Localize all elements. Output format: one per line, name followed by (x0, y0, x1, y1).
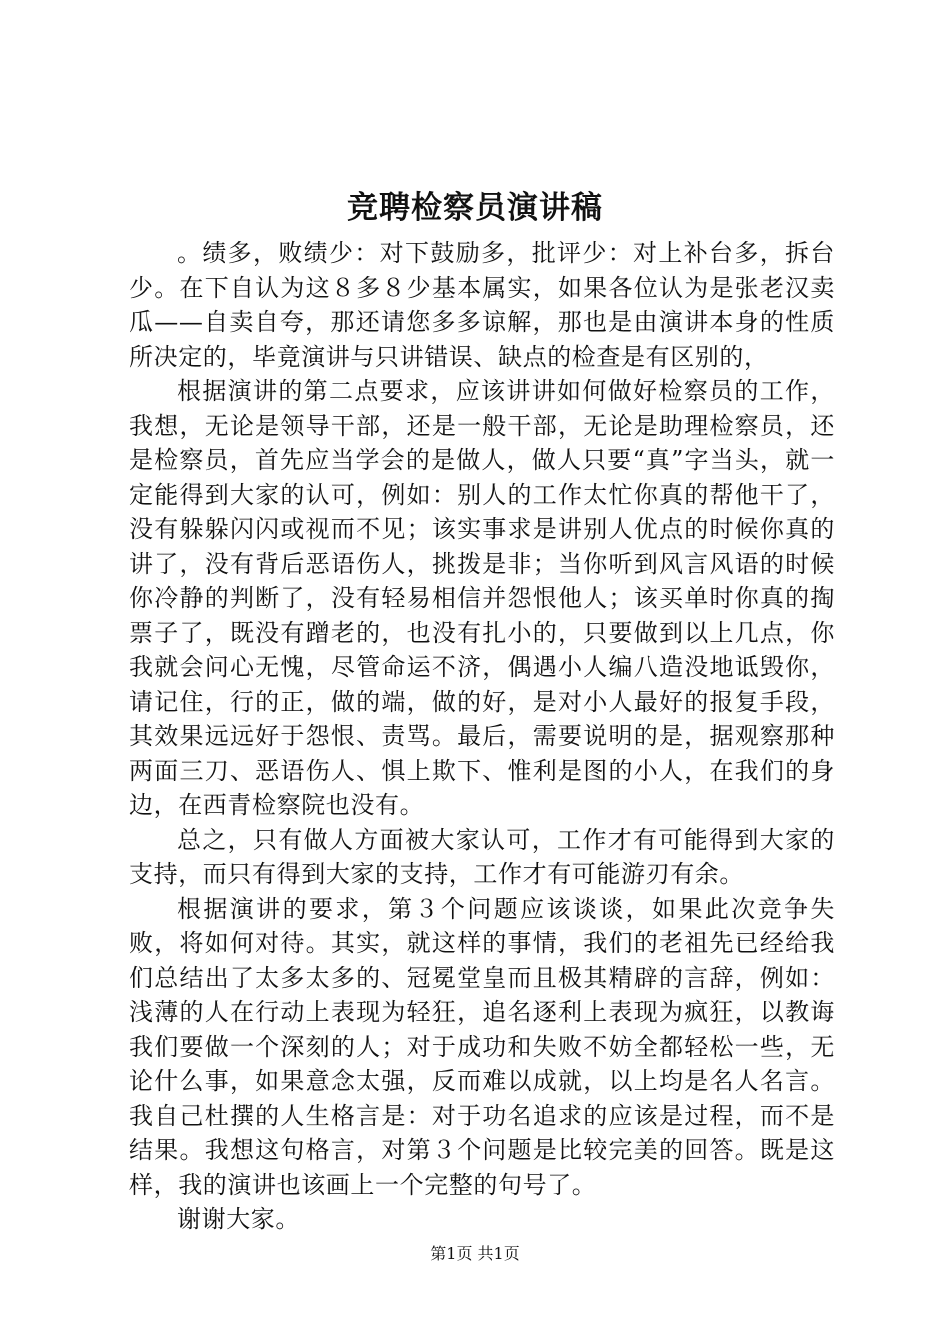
page-footer: 第1页 共1页 (430, 1244, 520, 1263)
paragraph-5: 谢谢大家。 (177, 1205, 300, 1233)
paragraph-4: 根据演讲的要求，第３个问题应该谈谈，如果此次竞争失败，将如何对待。其实，就这样的事情，我们的老祖先已经给我们总结出了太多太多的、冠冕堂皇而且极其精辟的言辞，例如：浅薄的人在行动上表现为轻狂，追名逐利上表现为疯狂，以教诲我们要做一个深刻的人；对于成功和失败不妨全都轻松一些，无论什么事，如果意念太强，反而难以成就，以上均是名人名言。我自己杜撰的人生格言是：对于功名追求的应该是过程，而不是结果。我想这句格言，对第３个问题是比较完美的回答。既是这样，我的演讲也该画上一个完整的句号了。 (129, 894, 835, 1199)
document-title: 竞聘检察员演讲稿 (347, 190, 603, 226)
paragraph-1: 。绩多，败绩少：对下鼓励多，批评少：对上补台多，拆台少。在下自认为这８多８少基本属实，如果各位认为是张老汉卖瓜——自卖自夸，那还请您多多谅解，那也是由演讲本身的性质所决定的，毕竟演讲与只讲错误、缺点的检查是有区别的， (129, 239, 835, 371)
document-body (129, 236, 835, 1237)
paragraph-3: 总之，只有做人方面被大家认可，工作才有可能得到大家的支持，而只有得到大家的支持，工作才有可能游刃有余。 (129, 825, 835, 888)
paragraph-2: 根据演讲的第二点要求，应该讲讲如何做好检察员的工作，我想，无论是领导干部，还是一般干部，无论是助理检察员，还是检察员，首先应当学会的是做人，做人只要“真”字当头，就一定能得到大家的认可，例如：别人的工作太忙你真的帮他干了，没有躲躲闪闪或视而不见；该实事求是讲别人优点的时候你真的讲了，没有背后恶语伤人，挑拨是非；当你听到风言风语的时候你冷静的判断了，没有轻易相信并怨恨他人；该买单时你真的掏票子了，既没有蹭老的，也没有扎小的，只要做到以上几点，你我就会问心无愧，尽管命运不济，偶遇小人编八造没地诋毁你，请记住，行的正，做的端，做的好，是对小人最好的报复手段，其效果远远好于怨恨、责骂。最后，需要说明的是，据观察那种两面三刀、恶语伤人、惧上欺下、惟利是图的小人，在我们的身边，在西青检察院也没有。 (129, 377, 835, 819)
